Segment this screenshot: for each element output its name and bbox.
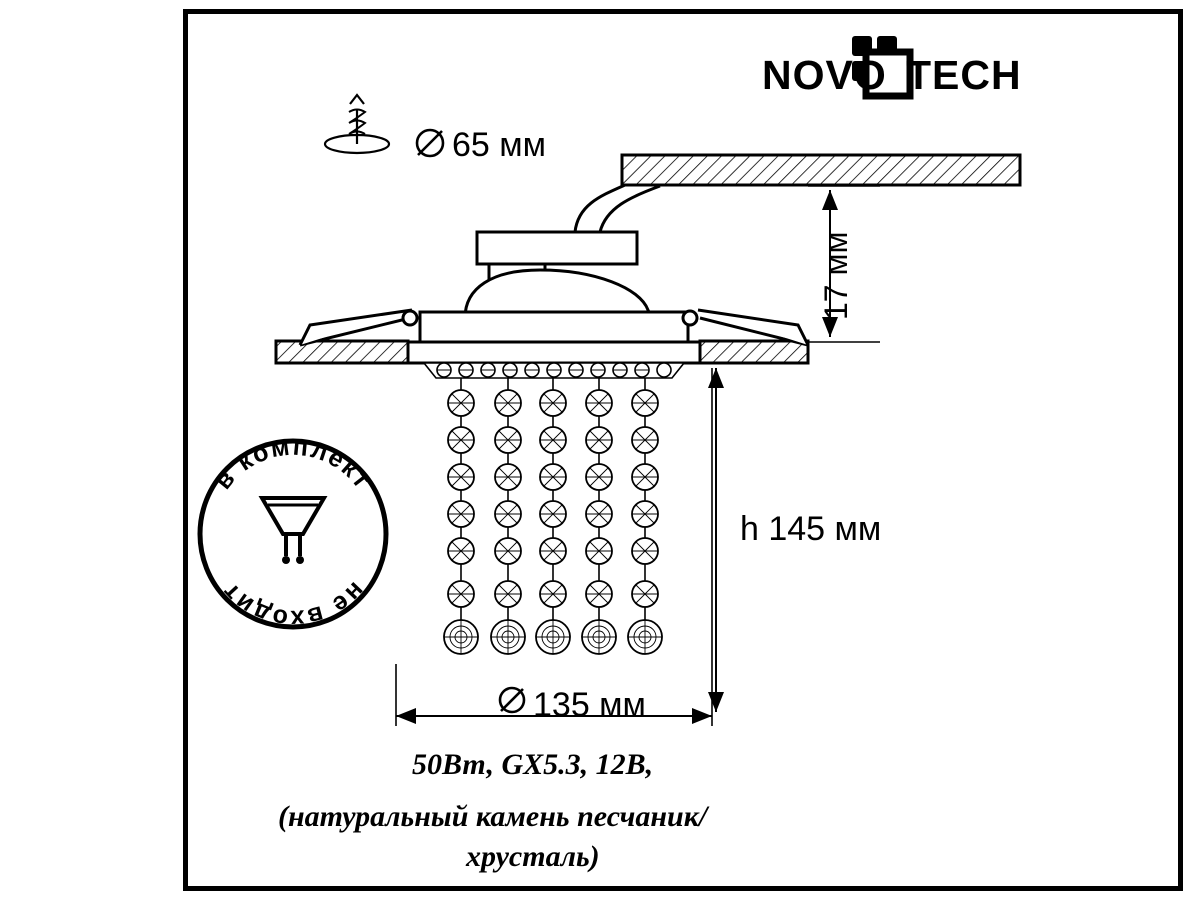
recess-depth-label: 17 мм (818, 231, 854, 320)
spec-line-2: (натуральный камень песчаник/ (278, 800, 708, 833)
lamp-gx53-icon (262, 498, 324, 564)
spec-line-3: хрусталь) (466, 840, 600, 873)
crystal-top-strip (424, 363, 684, 378)
crystal-strands (444, 378, 662, 654)
not-included-stamp (200, 433, 386, 633)
svg-text:не входит (215, 577, 370, 633)
hole-diameter-label: 65 мм (452, 126, 547, 164)
total-height-label: h 145 мм (740, 510, 882, 548)
ceiling-slab-right (622, 155, 1020, 185)
stamp-text-top: в комплект (209, 432, 377, 495)
brand-name-right: TECH (906, 52, 1022, 98)
brand-name-left: NOVO (762, 52, 887, 98)
diameter-symbol-total (500, 688, 524, 712)
spec-line-1: 50Вт, GX5.3, 12В, (412, 748, 654, 781)
supply-wires (575, 185, 660, 232)
total-diameter-label: 135 мм (533, 686, 646, 724)
drill-bit-icon (325, 95, 389, 153)
diameter-symbol-hole (417, 130, 443, 156)
stamp-text-bottom: не входит (215, 576, 371, 633)
